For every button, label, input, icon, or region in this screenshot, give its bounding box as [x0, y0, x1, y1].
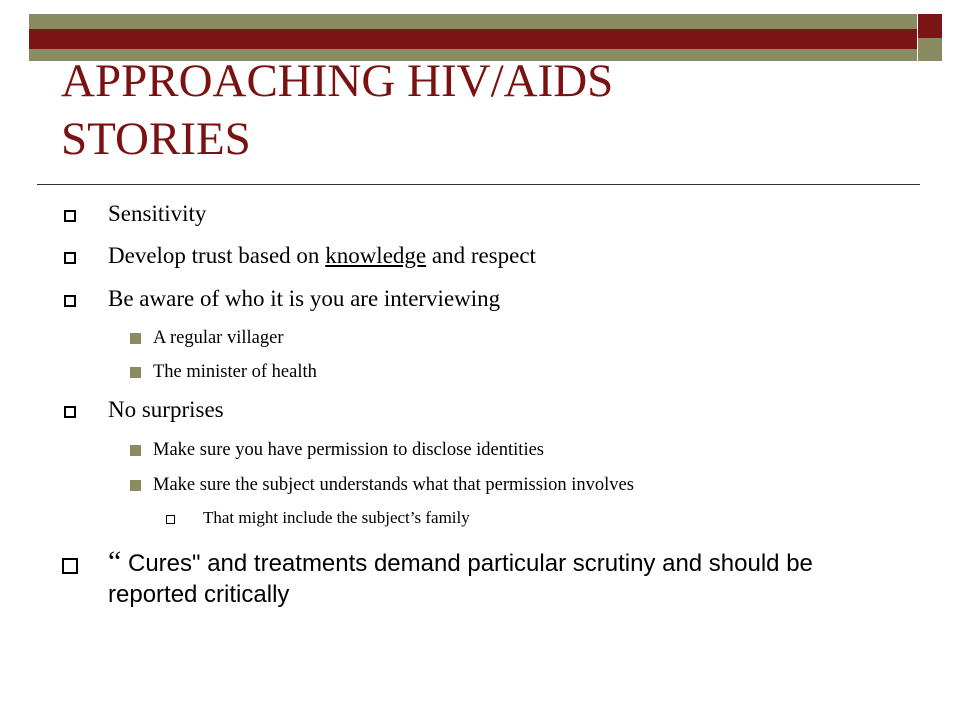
- corner-square-olive: [918, 38, 942, 61]
- bullet-be-aware: Be aware of who it is you are interviewing: [108, 286, 501, 311]
- title-line-1: APPROACHING HIV/AIDS: [61, 55, 614, 107]
- title-line-2: STORIES: [61, 113, 251, 165]
- hollow-square-bullet-icon: [62, 558, 78, 574]
- bullet-develop-trust-end: and respect: [426, 243, 536, 268]
- sub-bullet-permission-identities: Make sure you have permission to disclose identities: [153, 440, 544, 460]
- bullet-sensitivity: Sensitivity: [108, 201, 207, 226]
- hollow-square-bullet-icon: [64, 295, 76, 307]
- header-band-olive-top: [29, 14, 917, 29]
- filled-square-bullet-icon: [130, 480, 141, 491]
- bullet-cures-text: Cures" and treatments demand particular scrutiny and should be reported critically: [108, 550, 813, 608]
- sub-sub-bullet-subjects-family: That might include the subject’s family: [203, 508, 470, 527]
- bullet-develop-trust-start: Develop trust based on: [108, 243, 326, 268]
- underlined-knowledge: knowledge: [325, 243, 427, 268]
- hollow-square-bullet-icon: [64, 210, 76, 222]
- small-hollow-square-bullet-icon: [166, 515, 175, 524]
- sub-bullet-regular-villager: A regular villager: [153, 328, 284, 348]
- sub-bullet-permission-involves: Make sure the subject understands what that permission involves: [153, 475, 634, 495]
- header-band-maroon: [29, 29, 917, 49]
- sub-bullet-minister-of-health: The minister of health: [153, 362, 317, 382]
- corner-square-maroon: [918, 14, 942, 38]
- bullet-cures-and-treatments: [108, 545, 848, 610]
- open-quote-mark: “: [108, 545, 122, 578]
- slide-title: [61, 52, 761, 168]
- bullet-develop-trust: [108, 242, 536, 270]
- filled-square-bullet-icon: [130, 367, 141, 378]
- filled-square-bullet-icon: [130, 445, 141, 456]
- bullet-no-surprises: No surprises: [108, 397, 224, 422]
- title-divider: [37, 184, 920, 185]
- filled-square-bullet-icon: [130, 333, 141, 344]
- hollow-square-bullet-icon: [64, 406, 76, 418]
- hollow-square-bullet-icon: [64, 252, 76, 264]
